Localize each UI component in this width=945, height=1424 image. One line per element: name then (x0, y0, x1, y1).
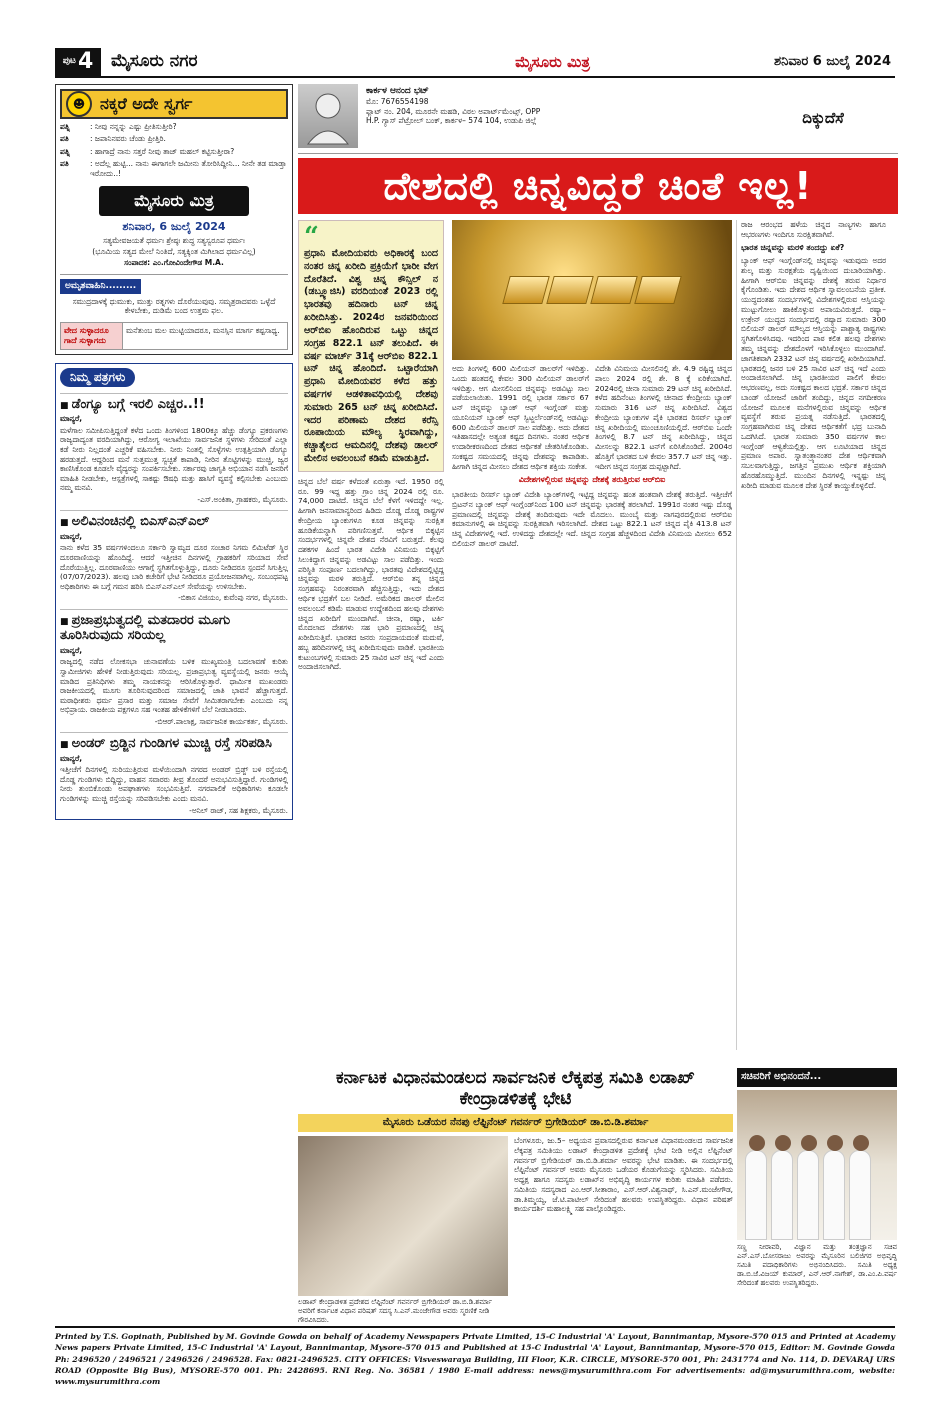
printer-imprint: Printed by T.S. Gopinath, Published by M. Govinde Gowda on behalf of Academy Newspapers Private Limited, 15-C Industrial 'A' Layout, Bannimantap, Mysore-570 015 and Printed at Academy News papers Private Limited, 15-C Industrial 'A' Layout, Bannimantap, Mysore-570 015 and Published at 15-C Industrial 'A' Layout, Bannimantap, Mysore-570 015, Editor: M. Govinde Gowda Ph: 2496520 / 2496521 / 2496526 / 2496528. Fax: 0821-2496525. CITY OFFICES: Visveswaraya Building, III Floor, K.R. CIRCLE, MYSORE-570 001, Ph: 2431774 and No. 114, D. DEVARAJ URS ROAD (Opposite Big Bus), MYSORE-570 001. Ph: 2428695. RNI Reg. No. 36581 / 1980 E-mail address: news@mysurumithra.com For advertisements: ad@mysurumithra.com, website: www.mysurumithra.com (55, 1326, 895, 1384)
article-columns (298, 220, 898, 1050)
letter-heading: ■ ಅಲಿವಿನಂಚಿನಲ್ಲಿ ಬಿಎಸ್‌ಎನ್‌ಎಲ್ (60, 514, 288, 530)
motto-translation: (ಭೂಮಿಯ ಸತ್ಯದ ಮೇಲೆ ನಿಂತಿದೆ, ಸತ್ಯಕ್ಕಿಂತ ಮಿಗಿಲಾದ ಧರ್ಮವಿಲ್ಲ) (92, 247, 256, 256)
page-number: 4 (77, 49, 94, 75)
letter (60, 732, 288, 815)
news-photo (298, 1136, 508, 1296)
congrats-box (737, 1068, 897, 1318)
article-text: ರಾಜ ಆರಂಭದ ಹಳೆಯ ಚಿನ್ನದ ನಾಣ್ಯಗಳು ಹಾಗೂ ಆಭರಣಗಳು ಇಂದಿಗೂ ಸುರಕ್ಷಿತವಾಗಿವೆ. (741, 220, 886, 239)
column-name: ದಿಕ್ಕುದೆಸೆ (748, 84, 898, 153)
masthead: ಮೈಸೂರು ಮಿತ್ರ (515, 52, 590, 71)
person-figure (823, 1150, 845, 1240)
letter-salutation: ಮಾನ್ಯರೆ, (60, 531, 83, 541)
dialogue-text: : ಹಾಗಾದ್ರೆ ನಾನು ಸತ್ತರೆ ನೀವು ತಾಜ್ ಮಹಲ್ ಕಟ್ಟಿಸುತ್ತೀರಾ? (90, 146, 235, 156)
article-text: ವಿದೇಶಿ ವಿನಿಮಯ ಮೀಸಲಿನಲ್ಲಿ ಶೇ. 4.9 ರಷ್ಟಿದ್ದ ಚಿನ್ನದ ಪಾಲು 2024 ರಲ್ಲಿ ಶೇ. 8 ಕ್ಕೆ ಏರಿಕೆಯಾಗಿದೆ. 2024ರಲ್ಲಿ ಚೀನಾ ಸುಮಾರು 29 ಟನ್ ಚಿನ್ನ ಖರೀದಿಸಿದೆ. ಕಳೆದ ಹದಿನೆಂಟು ತಿಂಗಳಲ್ಲಿ ಚೀನಾದ ಕೇಂದ್ರೀಯ ಬ್ಯಾಂಕ್ ಸುಮಾರು 316 ಟನ್ ಚಿನ್ನ ಖರೀದಿಸಿದೆ. ವಿಶ್ವದ ಕೇಂದ್ರೀಯ ಬ್ಯಾಂಕುಗಳ ಪೈಕಿ ಭಾರತದ ರಿಸರ್ವ್ ಬ್ಯಾಂಕ್ ಚಿನ್ನ ಖರೀದಿಯಲ್ಲಿ ಮುಂಚೂಣಿಯಲ್ಲಿದೆ. ಆರ್‌ಬಿಐ ಒಂದೇ ತಿಂಗಳಲ್ಲಿ 8.7 ಟನ್ ಚಿನ್ನ ಖರೀದಿಸಿದ್ದು, ಚಿನ್ನದ ಮೀಸಲನ್ನು 822.1 ಟನ್‌ಗೆ ಏರಿಸಿಕೊಂಡಿದೆ. 2004ರ ಹೊತ್ತಿಗೆ ಭಾರತದ ಬಳಿ ಕೇವಲ 357.7 ಟನ್ ಚಿನ್ನ ಇತ್ತು. ಇದೀಗ ಚಿನ್ನದ ಸಂಗ್ರಹ ದುಪ್ಪಟ್ಟಾಗಿದೆ. (595, 364, 732, 471)
author-photo (298, 84, 358, 148)
speaker: ಪತ್ನಿ (60, 146, 70, 156)
article-mid-text (452, 364, 732, 471)
article-col-4 (736, 220, 886, 1050)
left-column (55, 84, 293, 1324)
congrats-photo (737, 1090, 897, 1240)
laughing-face-icon: ☻ (66, 91, 92, 117)
dialogue-text: : ನೀವು ನನ್ನನ್ನು ಎಷ್ಟು ಪ್ರೀತಿಸುತ್ತೀರಿ? (90, 122, 177, 131)
article-text: ಭಾರತೀಯ ರಿಸರ್ವ್ ಬ್ಯಾಂಕ್ ವಿದೇಶಿ ಬ್ಯಾಂಕ್‌ಗಳಲ್ಲಿ ಇಟ್ಟಿದ್ದ ಚಿನ್ನವನ್ನು ಹಂತ ಹಂತವಾಗಿ ದೇಶಕ್ಕೆ ತರುತ್ತಿದೆ. ಇತ್ತೀಚೆಗೆ ಬ್ರಿಟನ್‌ನ ಬ್ಯಾಂಕ್ ಆಫ್ ಇಂಗ್ಲೆಂಡ್‌ನಿಂದ 100 ಟನ್ ಚಿನ್ನವನ್ನು ಭಾರತಕ್ಕೆ ತರಲಾಗಿದೆ. 1991ರ ನಂತರ ಇಷ್ಟು ದೊಡ್ಡ ಪ್ರಮಾಣದಲ್ಲಿ ಚಿನ್ನವನ್ನು ದೇಶಕ್ಕೆ ತಂದಿರುವುದು ಇದೇ ಮೊದಲು. ಮುಂಬೈ ಮತ್ತು ನಾಗಪುರದಲ್ಲಿರುವ ಆರ್‌ಬಿಐ ಕಮಾನುಗಳಲ್ಲಿ ಈ ಚಿನ್ನವನ್ನು ಸುರಕ್ಷಿತವಾಗಿ ಇರಿಸಲಾಗಿದೆ. ದೇಶದ ಒಟ್ಟು 822.1 ಟನ್ ಚಿನ್ನದ ಪೈಕಿ 413.8 ಟನ್ ಚಿನ್ನ ವಿದೇಶಗಳಲ್ಲಿ ಇದೆ. ಉಳಿದದ್ದು ದೇಶದಲ್ಲೇ ಇದೆ. ಚಿನ್ನದ ಸಂಗ್ರಹ ಹೆಚ್ಚಳದಿಂದ ವಿದೇಶಿ ವಿನಿಮಯ ಮೀಸಲು 652 ಬಿಲಿಯನ್ ಡಾಲರ್ ದಾಟಿದೆ. (452, 489, 732, 548)
news-photo-block (298, 1136, 508, 1324)
letter (60, 510, 288, 602)
letter-signature: -ಎಸ್.ಅಂಕಿತಾ, ಗ್ರಾಹಕರು, ಮೈಸೂರು. (197, 495, 288, 505)
joke-title-bar (60, 89, 288, 119)
proverb-box (60, 322, 288, 350)
letter-signature: -ಬಿಕಾಸ ವಿಜಿಯಂ, ಕುವೆಂಪು ನಗರ, ಮೈಸೂರು. (178, 593, 288, 603)
person-figure (797, 1150, 819, 1240)
author-name: ಕಾರ್ಕಳ ಆನಂದ ಭಟ್ (366, 86, 429, 96)
author-address: ಫ್ಲಾಟ್ ನಂ. 204, ಮೂರನೇ ಮಹಡಿ, ವಿಠಲ ಅಪಾರ್ಟ್‌ಮೆಂಟ್ಸ್, OPP (366, 106, 541, 116)
amrutha-title: ಅಮೃತವಾಹಿನಿ......... (60, 279, 141, 294)
editor-line: ಸಂಪಾದಕ: ಎಂ.ಗೋವಿಂದೇಗೌಡ M.A. (124, 258, 224, 268)
congrats-caption: ಸಣ್ಣ ನೀರಾವರಿ, ವಿಜ್ಞಾನ ಮತ್ತು ತಂತ್ರಜ್ಞಾನ ಸಚಿವ ಎನ್.ಎಸ್.ಬೋಸರಾಜು ಅವರನ್ನು ಮೈಸೂರಿನ ಬಲಿಜಿಗರ ಅಭಿವೃದ್ಧಿ ಸಮಿತಿ ಪದಾಧಿಕಾರಿಗಳು ಅಭಿನಂದಿಸಿದರು. ಸಮಿತಿ ಅಧ್ಯಕ್ಷ ಡಾ.ಬಿ.ಜೆ.ವಿಜಯ್ ಕುಮಾರ್, ಎನ್.ಆರ್.ನಾಗೇಶ್, ಡಾ.ಎಂ.ಪಿ.ವರ್ಷ ಸೇರಿದಂತೆ ಹಲವರು ಉಪಸ್ಥಿತರಿದ್ದರು. (737, 1242, 897, 1287)
person-figure (849, 1150, 871, 1240)
letter-heading: ■ ಅಂಡರ್ ಬ್ರಿಡ್ಜಿನ ಗುಂಡಿಗಳ ಮುಚ್ಚಿ ರಸ್ತೆ ಸರಿಪಡಿಸಿ (60, 736, 288, 752)
letter-salutation: ಮಾನ್ಯರೆ, (60, 414, 83, 424)
letter-body: ಇತ್ತೀಚೆಗೆ ದಿನಗಳಲ್ಲಿ ಸುರಿಯುತ್ತಿರುವ ಮಳೆಯಿಂದಾಗಿ ನಗರದ ಅಂಡರ್ ಬ್ರಿಡ್ಜ್ ಬಳಿ ರಸ್ತೆಯಲ್ಲಿ ದೊಡ್ಡ ಗುಂಡಿಗಳು ಬಿದ್ದಿದ್ದು, ವಾಹನ ಸವಾರರು ತೀವ್ರ ತೊಂದರೆ ಅನುಭವಿಸುತ್ತಿದ್ದಾರೆ. ಗುಂಡಿಗಳಲ್ಲಿ ನೀರು ತುಂಬಿಕೊಂಡು ಅಪಘಾತಗಳು ಸಂಭವಿಸುತ್ತಿವೆ. ನಗರಪಾಲಿಕೆ ಅಧಿಕಾರಿಗಳು ಕೂಡಲೇ ಗುಂಡಿಗಳನ್ನು ಮುಚ್ಚಿ ರಸ್ತೆಯನ್ನು ಸರಿಪಡಿಸಬೇಕು ಎಂದು ಮನವಿ. (60, 765, 288, 804)
article-text: ಚಿನ್ನದ ಬೆಲೆ ವರ್ಷ ಕಳೆದಂತೆ ಏರುತ್ತಾ ಇದೆ. 1950 ರಲ್ಲಿ ರೂ. 99 ಇದ್ದ ಹತ್ತು ಗ್ರಾಂ ಚಿನ್ನ 2024 ರಲ್ಲಿ ರೂ. 74,000 ದಾಟಿದೆ. ಚಿನ್ನದ ಬೆಲೆ ಕೆಳಗೆ ಇಳಿದದ್ದೇ ಇಲ್ಲ. ಹೀಗಾಗಿ ಜನಸಾಮಾನ್ಯರಿಂದ ಹಿಡಿದು ದೊಡ್ಡ ದೊಡ್ಡ ರಾಷ್ಟ್ರಗಳ ಕೇಂದ್ರೀಯ ಬ್ಯಾಂಕುಗಳೂ ಕೂಡ ಚಿನ್ನವನ್ನು ಸುರಕ್ಷಿತ ಹೂಡಿಕೆಯನ್ನಾಗಿ ಪರಿಗಣಿಸುತ್ತವೆ. ಆರ್ಥಿಕ ಬಿಕ್ಕಟ್ಟಿನ ಸಂದರ್ಭಗಳಲ್ಲಿ ಚಿನ್ನವೇ ದೇಶದ ನೆರವಿಗೆ ಬರುತ್ತದೆ. ಕೆಲವು ದಶಕಗಳ ಹಿಂದೆ ಭಾರತ ವಿದೇಶಿ ವಿನಿಮಯ ಬಿಕ್ಕಟ್ಟಿಗೆ ಸಿಲುಕಿದ್ದಾಗ ಚಿನ್ನವನ್ನು ಅಡವಿಟ್ಟು ಸಾಲ ಪಡೆದಿತ್ತು. ಇಂದು ಪರಿಸ್ಥಿತಿ ಸಂಪೂರ್ಣ ಬದಲಾಗಿದ್ದು, ಭಾರತವು ವಿದೇಶದಲ್ಲಿಟ್ಟಿದ್ದ ಚಿನ್ನವನ್ನು ಮರಳಿ ತರುತ್ತಿದೆ. ಆರ್‌ಬಿಐ ತನ್ನ ಚಿನ್ನದ ಸಂಗ್ರಹವನ್ನು ನಿರಂತರವಾಗಿ ಹೆಚ್ಚಿಸುತ್ತಿದ್ದು, ಇದು ದೇಶದ ಆರ್ಥಿಕ ಭದ್ರತೆಗೆ ಬಲ ನೀಡಿದೆ. ಅಮೆರಿಕದ ಡಾಲರ್ ಮೇಲಿನ ಅವಲಂಬನೆ ಕಡಿಮೆ ಮಾಡುವ ಉದ್ದೇಶದಿಂದ ಹಲವು ದೇಶಗಳು ಚಿನ್ನದ ಖರೀದಿಗೆ ಮುಂದಾಗಿವೆ. ಚೀನಾ, ರಷ್ಯಾ, ಟರ್ಕಿ ಮೊದಲಾದ ದೇಶಗಳು ಸಹ ಭಾರಿ ಪ್ರಮಾಣದಲ್ಲಿ ಚಿನ್ನ ಖರೀದಿಸುತ್ತಿವೆ. ಭಾರತದ ಜನರು ಸಂಪ್ರದಾಯದಂತೆ ಮದುವೆ, ಹಬ್ಬ ಹರಿದಿನಗಳಲ್ಲಿ ಚಿನ್ನ ಖರೀದಿಸುವುದು ವಾಡಿಕೆ. ಭಾರತೀಯ ಕುಟುಂಬಗಳಲ್ಲಿ ಸುಮಾರು 25 ಸಾವಿರ ಟನ್ ಚಿನ್ನ ಇದೆ ಎಂದು ಅಂದಾಜಿಸಲಾಗಿದೆ. (298, 476, 444, 672)
article-text: ಅದು ತಿಂಗಳಲ್ಲಿ 600 ಮಿಲಿಯನ್ ಡಾಲರ್‌ಗೆ ಇಳಿದಿತ್ತು. ಒಂದು ಹಂತದಲ್ಲಿ ಕೇವಲ 300 ಮಿಲಿಯನ್ ಡಾಲರ್‌ಗೆ ಇಳಿದಿತ್ತು. ಆಗ ಮೀಸಲಿನಿಂದ ಚಿನ್ನವನ್ನು ಅಡವಿಟ್ಟು ಸಾಲ ಪಡೆಯಲಾಯಿತು. 1991 ರಲ್ಲಿ ಭಾರತ ಸರ್ಕಾರ 67 ಟನ್ ಚಿನ್ನವನ್ನು ಬ್ಯಾಂಕ್ ಆಫ್ ಇಂಗ್ಲೆಂಡ್ ಮತ್ತು ಯೂನಿಯನ್ ಬ್ಯಾಂಕ್ ಆಫ್ ಸ್ವಿಟ್ಜರ್ಲೆಂಡ್‌ನಲ್ಲಿ ಅಡವಿಟ್ಟು 600 ಮಿಲಿಯನ್ ಡಾಲರ್ ಸಾಲ ಪಡೆದಿತ್ತು. ಅದು ದೇಶದ ಇತಿಹಾಸದಲ್ಲೇ ಅತ್ಯಂತ ಕಷ್ಟದ ದಿನಗಳು. ನಂತರ ಆರ್ಥಿಕ ಉದಾರೀಕರಣದಿಂದ ದೇಶದ ಆರ್ಥಿಕತೆ ಚೇತರಿಸಿಕೊಂಡಿತು. ಸಂಕಷ್ಟದ ಸಮಯದಲ್ಲಿ ಚಿನ್ನವು ದೇಶವನ್ನು ಕಾಪಾಡಿತು. ಹೀಗಾಗಿ ಚಿನ್ನದ ಮೀಸಲು ದೇಶದ ಆರ್ಥಿಕ ಶಕ್ತಿಯ ಸಂಕೇತ. (452, 364, 589, 471)
page-number-badge (55, 48, 101, 76)
congrats-title: ಸಚಿವರಿಗೆ ಅಭಿನಂದನೆ... (737, 1068, 897, 1087)
letter-signature: -ಅನಿಲ್ ರಾಜ್, ಸಹ ಶಿಕ್ಷಕರು, ಮೈಸೂರು. (189, 805, 288, 815)
article-subheading: ವಿದೇಶಗಳಲ್ಲಿರುವ ಚಿನ್ನವನ್ನು ದೇಶಕ್ಕೆ ತರುತ್ತಿರುವ ಆರ್‌ಬಿಐ (518, 475, 666, 485)
motto: ಸತ್ಯಮೇವಜಯತೆ ಧರ್ಮಃ ಶ್ರೇಷ್ಠಃ ಶುದ್ಧ ಸತ್ಯಸ್ವರೂಪ ಧರ್ಮಃ (103, 235, 245, 245)
letter-body: ನಾನು ಕಳೆದ 35 ವರ್ಷಗಳಿಂದಲೂ ಸರ್ಕಾರಿ ಸ್ವಾಮ್ಯದ ದೂರ ಸಂಚಾರ ನಿಗಮ ಲಿಮಿಟೆಡ್ ಸ್ಥಿರ ದೂರವಾಣಿಯನ್ನು ಹೊಂದಿದ್ದೆ. ಆದರೆ ಇತ್ತೀಚಿನ ದಿನಗಳಲ್ಲಿ ಗ್ರಾಹಕರಿಗೆ ಸರಿಯಾದ ಸೇವೆ ದೊರೆಯುತ್ತಿಲ್ಲ. ದೂರವಾಣಿಯು ಆಗಾಗ್ಗೆ ಸ್ಥಗಿತಗೊಳ್ಳುತ್ತಿದ್ದು, ದೂರು ನೀಡಿದರೂ ಸ್ಪಂದನೆ ಸಿಗುತ್ತಿಲ್ಲ (07/07/2023). ಹಲವು ಬಾರಿ ಕಚೇರಿಗೆ ಭೇಟಿ ನೀಡಿದರೂ ಪ್ರಯೋಜನವಾಗಿಲ್ಲ. ಸಂಬಂಧಪಟ್ಟ ಅಧಿಕಾರಿಗಳು ಈ ಬಗ್ಗೆ ಗಮನ ಹರಿಸಿ ಬಿಎಸ್‌ಎನ್‌ಎಲ್ ಸೇವೆಯನ್ನು ಉಳಿಸಬೇಕು. (60, 543, 288, 591)
dialogue-line (60, 147, 288, 156)
article-col-1 (298, 220, 448, 1050)
quote-mark-icon: “ (304, 222, 319, 252)
person-icon (304, 88, 352, 144)
author-info (366, 84, 540, 153)
article-text: ಬ್ಯಾಂಕ್ ಆಫ್ ಇಂಗ್ಲೆಂಡ್‌ನಲ್ಲಿ ಚಿನ್ನವನ್ನು ಇಡುವುದು ಅದರ ಶುಲ್ಕ ಮತ್ತು ಸುರಕ್ಷತೆಯ ದೃಷ್ಟಿಯಿಂದ ದುಬಾರಿಯಾಗಿತ್ತು. ಹೀಗಾಗಿ ಆರ್‌ಬಿಐ ಚಿನ್ನವನ್ನು ದೇಶಕ್ಕೆ ತರುವ ನಿರ್ಧಾರ ಕೈಗೊಂಡಿತು. ಇದು ದೇಶದ ಆರ್ಥಿಕ ಸ್ವಾವಲಂಬನೆಯ ಪ್ರತೀಕ. ಯುದ್ಧದಂತಹ ಸಂದರ್ಭಗಳಲ್ಲಿ ವಿದೇಶಗಳಲ್ಲಿರುವ ಆಸ್ತಿಯನ್ನು ಮುಟ್ಟುಗೋಲು ಹಾಕಿಕೊಳ್ಳುವ ಅಪಾಯವಿರುತ್ತದೆ. ರಷ್ಯಾ–ಉಕ್ರೇನ್ ಯುದ್ಧದ ಸಂದರ್ಭದಲ್ಲಿ ರಷ್ಯಾದ ಸುಮಾರು 300 ಬಿಲಿಯನ್ ಡಾಲರ್ ಮೌಲ್ಯದ ಆಸ್ತಿಯನ್ನು ಪಾಶ್ಚಾತ್ಯ ರಾಷ್ಟ್ರಗಳು ಸ್ಥಗಿತಗೊಳಿಸಿದವು. ಇದರಿಂದ ಪಾಠ ಕಲಿತ ಹಲವು ದೇಶಗಳು ತಮ್ಮ ಚಿನ್ನವನ್ನು ದೇಶದೊಳಗೆ ಇರಿಸಿಕೊಳ್ಳಲು ಮುಂದಾಗಿವೆ. ಜಾಗತಿಕವಾಗಿ 2332 ಟನ್ ಚಿನ್ನ ವರ್ಷದಲ್ಲಿ ಖರೀದಿಯಾಗಿದೆ. ಭಾರತದಲ್ಲಿ ಜನರ ಬಳಿ 25 ಸಾವಿರ ಟನ್ ಚಿನ್ನ ಇದೆ ಎಂದು ಅಂದಾಜಿಸಲಾಗಿದೆ. ಚಿನ್ನ ಭಾರತೀಯರ ಪಾಲಿಗೆ ಕೇವಲ ಆಭರಣವಲ್ಲ, ಅದು ಸಂಕಷ್ಟದ ಕಾಲದ ಭದ್ರತೆ. ಸರ್ಕಾರ ಚಿನ್ನದ ಬಾಂಡ್ ಯೋಜನೆ ಜಾರಿಗೆ ತಂದಿದ್ದು, ಚಿನ್ನದ ನಗದೀಕರಣ ಯೋಜನೆ ಮೂಲಕ ಮನೆಗಳಲ್ಲಿರುವ ಚಿನ್ನವನ್ನು ಆರ್ಥಿಕ ವ್ಯವಸ್ಥೆಗೆ ತರುವ ಪ್ರಯತ್ನ ನಡೆಸುತ್ತಿದೆ. ಭಾರತದಲ್ಲಿ ಸಂಗ್ರಹವಾಗಿರುವ ಚಿನ್ನ ದೇಶದ ಆರ್ಥಿಕತೆಗೆ ಭದ್ರ ಬುನಾದಿ ಒದಗಿಸಿದೆ. ಭಾರತ ಸುಮಾರು 350 ವರ್ಷಗಳ ಕಾಲ ಇಂಗ್ಲೆಂಡ್ ಆಳ್ವಿಕೆಯಲ್ಲಿತ್ತು. ಆಗ ಲೂಟಿಯಾದ ಚಿನ್ನದ ಪ್ರಮಾಣ ಅಪಾರ. ಸ್ವಾತಂತ್ರ್ಯಾನಂತರ ದೇಶ ಆರ್ಥಿಕವಾಗಿ ಸಬಲವಾಗುತ್ತಿದ್ದು, ಜಗತ್ತಿನ ಪ್ರಮುಖ ಆರ್ಥಿಕ ಶಕ್ತಿಯಾಗಿ ಹೊರಹೊಮ್ಮುತ್ತಿದೆ. ಮುಂದಿನ ದಿನಗಳಲ್ಲಿ ಇನ್ನಷ್ಟು ಚಿನ್ನ ಖರೀದಿ ಮಾಡುವ ಮೂಲಕ ದೇಶ ಸ್ಥಿರತೆ ಕಾಯ್ದುಕೊಳ್ಳಲಿದೆ. (741, 256, 886, 490)
newspaper-logo: ಮೈಸೂರು ಮಿತ್ರ (99, 186, 249, 216)
dialogue-line (60, 134, 288, 143)
news-text: ಬೆಂಗಳೂರು, ಜು.5– ಅಧ್ಯಯನ ಪ್ರವಾಸದಲ್ಲಿರುವ ಕರ್ನಾಟಕ ವಿಧಾನಮಂಡಲದ ಸಾರ್ವಜನಿಕ ಲೆಕ್ಕಪತ್ರ ಸಮಿತಿಯು ಲಡಾಖ್ ಕೇಂದ್ರಾಡಳಿತ ಪ್ರದೇಶಕ್ಕೆ ಭೇಟಿ ನೀಡಿ ಅಲ್ಲಿನ ಲೆಫ್ಟಿನೆಂಟ್ ಗವರ್ನರ್ ಬ್ರಿಗೇಡಿಯರ್ ಡಾ.ಬಿ.ಡಿ.ಶರ್ಮಾ ಅವರನ್ನು ಭೇಟಿ ಮಾಡಿತು. ಈ ಸಂದರ್ಭದಲ್ಲಿ ಲೆಫ್ಟಿನೆಂಟ್ ಗವರ್ನರ್ ಅವರು ಮೈಸೂರು ಒಡೆಯರ ಕೊಡುಗೆಯನ್ನು ಸ್ಮರಿಸಿದರು. ಸಮಿತಿಯ ಅಧ್ಯಕ್ಷ ಹಾಗೂ ಸದಸ್ಯರು ಲಡಾಖ್‌ನ ಅಭಿವೃದ್ಧಿ ಕಾರ್ಯಗಳ ಕುರಿತು ಮಾಹಿತಿ ಪಡೆದರು. ಸಮಿತಿಯ ಸದಸ್ಯರಾದ ಎಂ.ಆರ್.ಸೀತಾರಾಂ, ಎಸ್.ಆರ್.ವಿಶ್ವನಾಥ್, ಸಿ.ಎನ್.ಮಂಜೇಗೌಡ, ಡಾ.ತಿಮ್ಮಯ್ಯ, ಜೆ.ಟಿ.ಪಾಟೀಲ್ ಸೇರಿದಂತೆ ಹಲವರು ಉಪಸ್ಥಿತರಿದ್ದರು. ವಿಧಾನ ಪರಿಷತ್ ಕಾರ್ಯದರ್ಶಿ ಮಹಾಲಕ್ಷ್ಮಿ ಸಹ ಪಾಲ್ಗೊಂಡಿದ್ದರು. (514, 1136, 733, 1214)
author-phone: ಮೊ: 7676554198 (366, 97, 429, 107)
dialogue-text: : ಅದೆಲ್ಲ ಹುಟ್ಟಿ... ನಾನು ಈಗಾಗಲೇ ಜಮೀನು ತೋರಿಸಿದ್ದೀನಿ... ನೀನೇ ತಡ ಮಾಡ್ತಾ ಇರೋದು..! (90, 159, 287, 178)
letters-section (55, 363, 293, 820)
joke-title: ನಕ್ಕರೆ ಅದೇ ಸ್ವರ್ಗ (100, 94, 193, 113)
article-col-mid (448, 220, 736, 1050)
dialogue-line (60, 122, 288, 131)
news-story (298, 1068, 733, 1324)
letter-salutation: ಮಾನ್ಯರೆ, (60, 753, 83, 763)
amrutha-box (60, 274, 288, 316)
author-byline (298, 84, 898, 154)
section-title: ಮೈಸೂರು ನಗರ (111, 51, 198, 72)
letter-heading: ■ ಪ್ರಜಾಪ್ರಭುತ್ವದಲ್ಲಿ ಮತದಾರರ ಮೂಗು ತೂರಿಸಿರುವುದು ಸರಿಯಲ್ಲ (60, 613, 288, 644)
page-word: ಪುಟ (62, 56, 76, 67)
letter-signature: -ಬಿಆರ್.ಪಾಲಾಕ್ಷ, ಸಾರ್ವಜನಿಕ ಕಾರ್ಯಕರ್ತ, ಮೈಸೂರು. (154, 717, 288, 726)
speaker: ಪತಿ (60, 159, 69, 169)
proverb-text: ಮನೆತುಂಬ ಮಲ ಮುಟ್ಟಿಯಾದರೂ, ಮನಸ್ಸಿನ ಮಾರ್ಗ ಕಷ್ಟಸಾಧ್ಯ. (126, 325, 280, 335)
letters-title: ನಿಮ್ಮ ಪತ್ರಗಳು (60, 368, 135, 387)
amrutha-text: ಸಮುದ್ರದಾಳಕ್ಕೆ ಧುಮುಕು, ಮುತ್ತು ರತ್ನಗಳು ದೊರೆಯುವುವು. ಸಮೃತ್ರರಾದವರು ಒಳ್ಳೆದೆ ಕೇಳಬೇಕು, ದುಡಿಮೆ ಬಂದ ಉತ್ತಮ ಫಲ. (72, 297, 276, 316)
letter-body: ಮಳೆಗಾಲ ಸಮೀಪಿಸುತ್ತಿದ್ದಂತೆ ಕಳೆದ ಒಂದು ತಿಂಗಳಿಂದ 1800ಕ್ಕೂ ಹೆಚ್ಚು ಡೆಂಗ್ಯೂ ಪ್ರಕರಣಗಳು ರಾಜ್ಯದಾದ್ಯಂತ ವರದಿಯಾಗಿದ್ದು, ಆರೋಗ್ಯ ಇಲಾಖೆಯು ಸಾರ್ವಜನಿಕ ಸ್ಥಳಗಳು ಸೇರಿದಂತೆ ಎಲ್ಲಾ ಕಡೆ ನೀರು ನಿಲ್ಲದಂತೆ ಎಚ್ಚರಿಕೆ ವಹಿಸಬೇಕು. ನೀರು ನಿಂತಲ್ಲಿ ಸೊಳ್ಳೆಗಳು ಉತ್ಪತ್ತಿಯಾಗಿ ಡೆಂಗ್ಯೂ ಹರಡುತ್ತದೆ. ಆದ್ದರಿಂದ ಮನೆ ಸುತ್ತಮುತ್ತ ಸ್ವಚ್ಛತೆ ಕಾಪಾಡಿ, ನೀರಿನ ತೊಟ್ಟಿಗಳನ್ನು ಮುಚ್ಚಿ, ಜ್ವರ ಕಾಣಿಸಿಕೊಂಡ ಕೂಡಲೇ ವೈದ್ಯರನ್ನು ಸಂಪರ್ಕಿಸಬೇಕು. ಸರ್ಕಾರವು ಜಾಗೃತಿ ಅಭಿಯಾನ ನಡೆಸಿ ಜನರಿಗೆ ಮಾಹಿತಿ ನೀಡಬೇಕು, ಆಸ್ಪತ್ರೆಗಳಲ್ಲಿ ಸಾಕಷ್ಟು ಔಷಧಿ ಮತ್ತು ಹಾಸಿಗೆ ವ್ಯವಸ್ಥೆ ಕಲ್ಪಿಸಬೇಕು ಎಂಬುದು ನಮ್ಮ ಮನವಿ. (60, 425, 288, 493)
letter-body: ರಾಜ್ಯದಲ್ಲಿ ನಡೆದ ಲೋಕಸಭಾ ಚುನಾವಣೆಯ ಬಳಿಕ ಮುಖ್ಯಮಂತ್ರಿ ಬದಲಾವಣೆ ಕುರಿತು ಸ್ವಾಮೀಜಿಗಳು ಹೇಳಿಕೆ ನೀಡುತ್ತಿರುವುದು ಸರಿಯಲ್ಲ. ಪ್ರಜಾಪ್ರಭುತ್ವ ವ್ಯವಸ್ಥೆಯಲ್ಲಿ ಜನರು ಆಯ್ಕೆ ಮಾಡಿದ ಪ್ರತಿನಿಧಿಗಳು ತಮ್ಮ ನಾಯಕನನ್ನು ಆರಿಸಿಕೊಳ್ಳುತ್ತಾರೆ. ಧಾರ್ಮಿಕ ಮುಖಂಡರು ರಾಜಕೀಯದಲ್ಲಿ ಮೂಗು ತೂರಿಸುವುದರಿಂದ ಸಮಾಜದಲ್ಲಿ ಜಾತಿ ಭಾವನೆ ಹೆಚ್ಚಾಗುತ್ತದೆ. ಮಠಾಧೀಶರು ಧರ್ಮ ಪ್ರಸಾರ ಮತ್ತು ಸಮಾಜ ಸೇವೆಗೆ ಸೀಮಿತರಾಗಬೇಕು ಎಂಬುದು ನನ್ನ ಅಭಿಪ್ರಾಯ. ರಾಜಕೀಯ ಪಕ್ಷಗಳೂ ಸಹ ಇಂತಹ ಹೇಳಿಕೆಗಳಿಗೆ ಬೆಲೆ ನೀಡಬಾರದು. (60, 657, 288, 715)
proverb-label: ವೇದ ಸುಳ್ಳಾದರೂ ಗಾದೆ ಸುಳ್ಳಾಗದು (61, 323, 123, 349)
page-header (55, 48, 895, 78)
letter-salutation: ಮಾನ್ಯರೆ, (60, 645, 83, 655)
letter (60, 393, 288, 505)
issue-date: ಶನಿವಾರ, 6 ಜುಲೈ 2024 (122, 219, 226, 233)
letter (60, 609, 288, 727)
author-address: H.P. ಗ್ಯಾಸ್ ಪೆಟ್ರೋಲ್ ಬಂಕ್, ಕಾರ್ಕಳ– 574 104, ಉಡುಪಿ ಜಿಲ್ಲೆ (366, 116, 537, 125)
letter-heading: ■ ಡೆಂಗ್ಯೂ ಬಗ್ಗೆ ಇರಲಿ ಎಚ್ಚರ..!! (60, 397, 288, 413)
gold-bar-icon (502, 276, 682, 304)
dialogue-text: : ಜಪಾನಿನವರು ಚೆಂಡು ಪ್ರೀತ್ತಿರಿ. (90, 134, 166, 144)
pull-quote-text: ಪ್ರಧಾನಿ ಮೋದಿಯವರು ಅಧಿಕಾರಕ್ಕೆ ಬಂದ ನಂತರ ಚಿನ್ನ ಖರೀದಿ ಪ್ರಕ್ರಿಯೆಗೆ ಭಾರೀ ವೇಗ ದೊರೆತಿದೆ. ವಿಶ್ವ ಚಿನ್ನ ಕೌನ್ಸಿಲ್ ನ (ಡಬ್ಲ್ಯೂಜಿಸಿ) ವರದಿಯಂತೆ 2023 ರಲ್ಲಿ ಭಾರತವು ಹದಿನಾರು ಟನ್ ಚಿನ್ನ ಖರೀದಿಸಿತ್ತು. 2024ರ ಜನವರಿಯಿಂದ ಆರ್‌ಬಿಐ ಹೊಂದಿರುವ ಒಟ್ಟು ಚಿನ್ನದ ಸಂಗ್ರಹ 822.1 ಟನ್ ತಲುಪಿದೆ. ಈ ವರ್ಷ ಮಾರ್ಚ್ 31ಕ್ಕೆ ಆರ್‌ಬಿಐ 822.1 ಟನ್ ಚಿನ್ನ ಹೊಂದಿದೆ. ಒಟ್ಟಾರೆಯಾಗಿ ಪ್ರಧಾನಿ ಮೋದಿಯವರ ಕಳೆದ ಹತ್ತು ವರ್ಷಗಳ ಆಡಳಿತಾವಧಿಯಲ್ಲಿ ದೇಶವು ಸುಮಾರು 265 ಟನ್ ಚಿನ್ನ ಖರೀದಿಸಿದೆ. ಇದರ ಪರಿಣಾಮ ದೇಶದ ಕರೆನ್ಸಿ ರೂಪಾಯಿಯ ಮೌಲ್ಯ ಸ್ಥಿರವಾಗಿದ್ದು, ಕಚ್ಚಾತೈಲದ ಆಮದಿನಲ್ಲಿ ದೇಶವು ಡಾಲರ್ ಮೇಲಿನ ಅವಲಂಬನೆ ಕಡಿಮೆ ಮಾಡುತ್ತಿದೆ. (304, 248, 438, 464)
person-figure (745, 1150, 767, 1240)
article-headline: ದೇಶದಲ್ಲಿ ಚಿನ್ನವಿದ್ದರೆ ಚಿಂತೆ ಇಲ್ಲ! (298, 158, 898, 214)
joke-box (55, 84, 293, 355)
pull-quote (298, 220, 444, 472)
gold-bars-photo (452, 220, 732, 360)
dialogue-line (60, 159, 288, 178)
speaker: ಪತ್ನಿ (60, 122, 70, 131)
news-subhead: ಮೈಸೂರು ಒಡೆಯರ ನೆನಪು ಲೆಫ್ಟಿನೆಂಟ್ ಗವರ್ನರ್ ಬ್ರಿಗೇಡಿಯರ್ ಡಾ.ಬಿ.ಡಿ.ಶರ್ಮಾ (298, 1114, 733, 1133)
header-date: ಶನಿವಾರ 6 ಜುಲೈ 2024 (774, 53, 891, 69)
news-body (298, 1136, 733, 1324)
news-caption: ಲಡಾಖ್ ಕೇಂದ್ರಾಡಳಿತ ಪ್ರದೇಶದ ಲೆಫ್ಟಿನೆಂಟ್ ಗವರ್ನರ್ ಬ್ರಿಗೇಡಿಯರ್ ಡಾ.ಬಿ.ಡಿ.ಶರ್ಮಾ ಅವರಿಗೆ ಕರ್ನಾಟಕ ವಿಧಾನ ಪರಿಷತ್ ಸದಸ್ಯ ಸಿ.ಎನ್.ಮಂಜೇಗೌಡ ಅವರು ಸ್ಮರಣಿಕೆ ನೀಡಿ ಗೌರವಿಸಿದರು. (298, 1298, 492, 1324)
main-article (298, 84, 898, 1064)
news-headline: ಕರ್ನಾಟಕ ವಿಧಾನಮಂಡಲದ ಸಾರ್ವಜನಿಕ ಲೆಕ್ಕಪತ್ರ ಸಮಿತಿ ಲಡಾಖ್ ಕೇಂದ್ರಾಡಳಿತಕ್ಕೆ ಭೇಟಿ (335, 1068, 696, 1110)
person-figure (771, 1150, 793, 1240)
speaker: ಪತಿ (60, 134, 69, 144)
article-subheading: ಭಾರತ ಚಿನ್ನವನ್ನು ಮರಳಿ ತಂದದ್ದು ಏಕೆ? (741, 242, 845, 252)
